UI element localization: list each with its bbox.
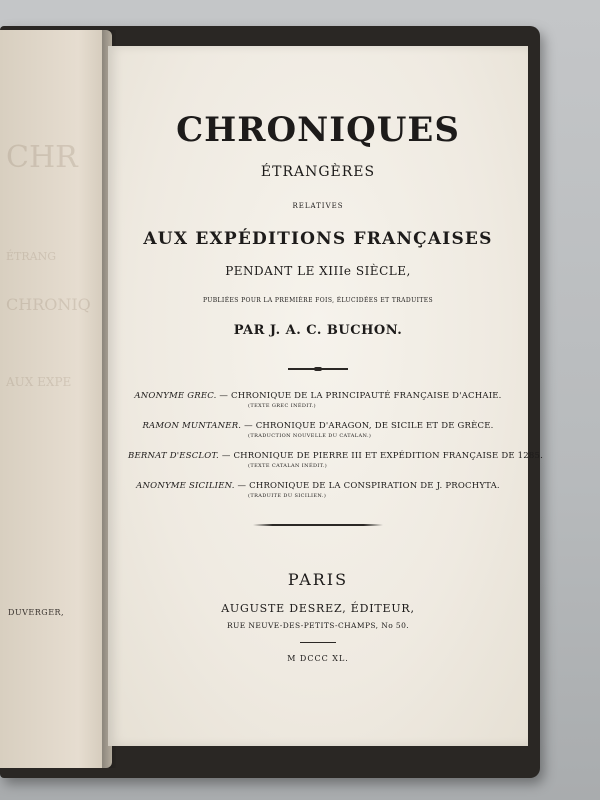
show-through-text: CHR — [6, 140, 78, 175]
show-through-text: ÉTRANG — [6, 250, 57, 263]
list-item — [128, 391, 508, 421]
entry-author: RAMON MUNTANER. — [142, 421, 242, 431]
publication-note: PUBLIÉES POUR LA PREMIÈRE FOIS, ÉLUCIDÉES ET TRADUITES — [202, 297, 434, 304]
show-through-text: CHRONIQ — [6, 295, 91, 314]
entry-text: — CHRONIQUE DE PIERRE III ET EXPÉDITION FRANÇAISE DE 1285. — [218, 451, 543, 461]
show-through-text: AUX EXPE — [6, 375, 72, 389]
list-item — [128, 481, 508, 511]
expeditions-line: AUX EXPÉDITIONS FRANÇAISES — [143, 229, 493, 249]
century-line: PENDANT LE XIIIe SIÈCLE, — [225, 264, 411, 278]
list-item — [128, 421, 508, 451]
publisher-line: AUGUSTE DESREZ, ÉDITEUR, — [221, 602, 415, 615]
title-page — [108, 46, 543, 746]
book-subtitle: ÉTRANGÈRES — [260, 164, 376, 180]
author-line: PAR J. A. C. BUCHON. — [233, 323, 403, 338]
printer-text: DUVERGER, — [8, 608, 65, 617]
entry-main — [128, 481, 508, 491]
entry-text: — CHRONIQUE D'ARAGON, DE SICILE ET DE GRÈCE. — [241, 421, 494, 431]
entry-main — [128, 391, 508, 401]
entry-text: — CHRONIQUE DE LA PRINCIPAUTÉ FRANÇAISE D'ACHAIE. — [216, 391, 502, 401]
date-line: M DCCC XL. — [287, 654, 349, 663]
book-title: CHRONIQUES — [176, 110, 460, 150]
list-item — [128, 451, 543, 481]
short-rule — [300, 642, 336, 643]
entry-author: BERNAT D'ESCLOT. — [128, 451, 219, 461]
entry-note: (TEXTE CATALAN INÉDIT.) — [248, 463, 328, 469]
entry-main — [128, 451, 543, 461]
entry-note: (TEXTE GREC INÉDIT.) — [248, 403, 317, 409]
contents-list — [128, 391, 543, 511]
left-page — [0, 30, 112, 768]
address-line: RUE NEUVE-DES-PETITS-CHAMPS, No 50. — [226, 621, 410, 630]
entry-note: (TRADUCTION NOUVELLE DU CATALAN.) — [248, 433, 372, 439]
ornament-rule — [288, 368, 348, 370]
entry-author: ANONYME GREC. — [134, 391, 217, 401]
entry-main — [128, 421, 508, 431]
city-line: PARIS — [287, 570, 349, 589]
entry-text: — CHRONIQUE DE LA CONSPIRATION DE J. PROCHYTA. — [234, 481, 500, 491]
entry-note: (TRADUITE DU SICILIEN.) — [248, 493, 327, 499]
entry-author: ANONYME SICILIEN. — [136, 481, 235, 491]
divider-rule — [253, 524, 383, 526]
relatives-line: RELATIVES — [292, 202, 344, 210]
